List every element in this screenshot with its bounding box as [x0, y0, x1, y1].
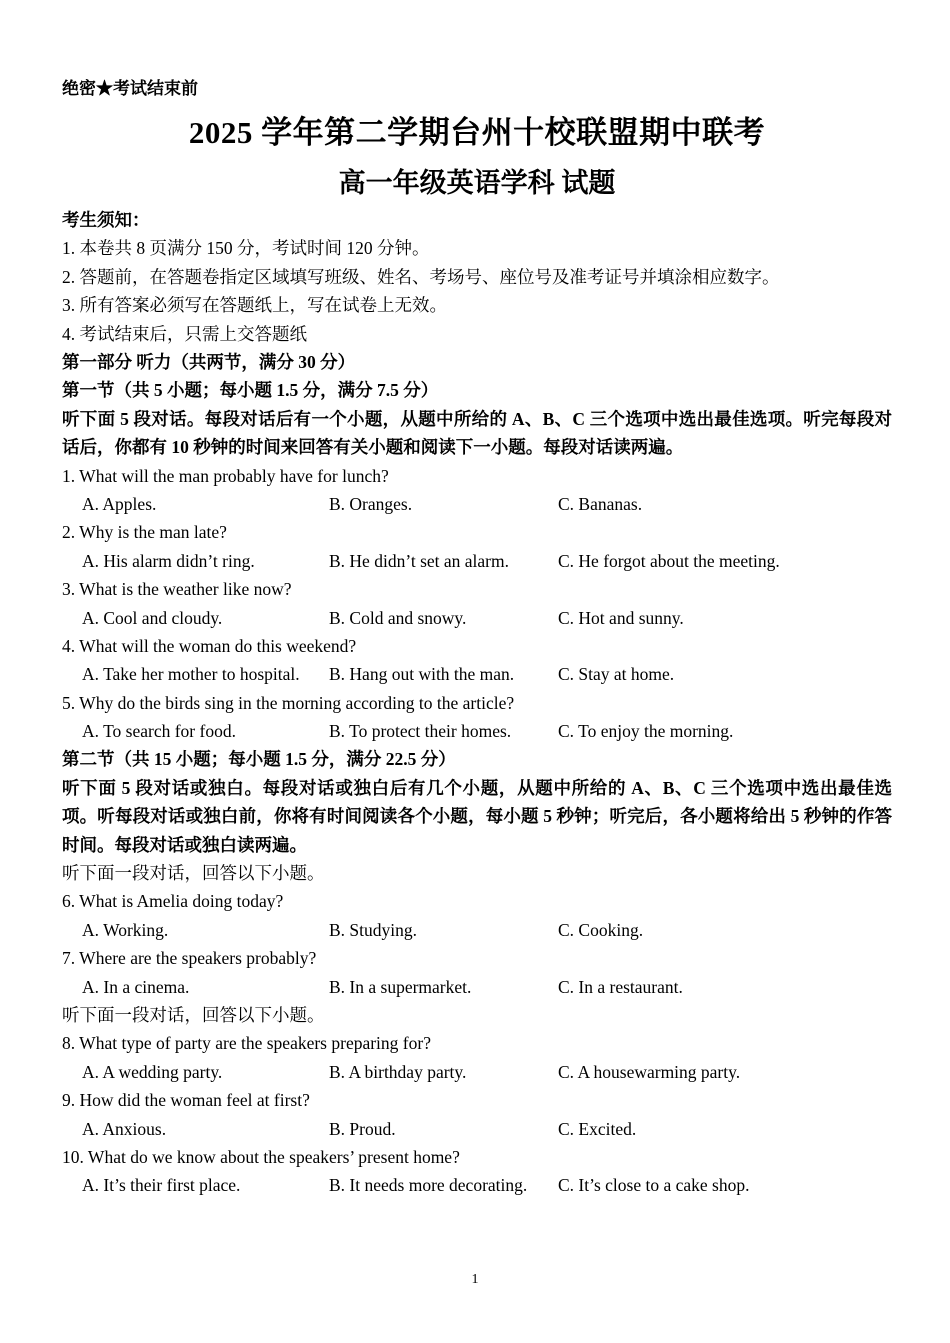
- notices-heading: 考生须知：: [62, 210, 150, 230]
- option-c: C. To enjoy the morning.: [558, 721, 734, 742]
- option-b: B. Oranges.: [329, 493, 413, 514]
- option-b: B. Hang out with the man.: [329, 664, 515, 685]
- option-a: A. Working.: [82, 919, 169, 940]
- options-row: [62, 490, 892, 518]
- notice-item: 1. 本卷共 8 页满分 150 分，考试时间 120 分钟。: [62, 238, 430, 259]
- option-b: B. In a supermarket.: [329, 976, 472, 997]
- option-b: B. Cold and snowy.: [329, 607, 467, 628]
- option-b: B. A birthday party.: [329, 1061, 467, 1082]
- option-c: C. Cooking.: [558, 919, 644, 940]
- options-row: [62, 916, 892, 944]
- option-c: C. A housewarming party.: [558, 1061, 741, 1082]
- option-c: C. Stay at home.: [558, 664, 675, 685]
- option-b: B. To protect their homes.: [329, 721, 512, 742]
- options-row: [62, 1058, 892, 1086]
- options-row: [62, 604, 892, 632]
- options-row: [62, 717, 892, 745]
- option-a: A. A wedding party.: [82, 1061, 223, 1082]
- section2-heading: 第二节（共 15 小题；每小题 1.5 分，满分 22.5 分）: [62, 749, 456, 770]
- option-a: A. His alarm didn’t ring.: [82, 550, 255, 571]
- options-row: [62, 547, 892, 575]
- page-subtitle: 高一年级英语学科 试题: [338, 168, 616, 198]
- question-block: [62, 689, 892, 746]
- option-c: C. He forgot about the meeting.: [558, 550, 780, 571]
- option-b: B. It needs more decorating.: [329, 1175, 528, 1196]
- option-c: C. In a restaurant.: [558, 976, 683, 997]
- options-row: [62, 973, 892, 1001]
- question-block: [62, 462, 892, 519]
- exam-page: [62, 78, 892, 1200]
- question-block: [62, 1029, 892, 1086]
- question-text: 10. What do we know about the speakers’ present home?: [62, 1146, 460, 1167]
- option-a: A. In a cinema.: [82, 976, 190, 997]
- option-c: C. Excited.: [558, 1118, 637, 1139]
- group-prompt: 听下面一段对话，回答以下小题。: [62, 863, 325, 884]
- notice-item: 2. 答题前，在答题卷指定区域填写班级、姓名、考场号、座位号及准考证号并填涂相应数字。: [62, 266, 780, 287]
- option-a: A. To search for food.: [82, 721, 236, 742]
- option-b: B. Studying.: [329, 919, 418, 940]
- option-a: A. Cool and cloudy.: [82, 607, 223, 628]
- question-block: [62, 944, 892, 1001]
- question-text: 1. What will the man probably have for lunch?: [62, 465, 389, 486]
- question-text: 4. What will the woman do this weekend?: [62, 635, 357, 656]
- option-a: A. Anxious.: [82, 1118, 167, 1139]
- options-row: [62, 660, 892, 688]
- section2-instruction: 听下面 5 段对话或独白。每段对话或独白后有几个小题，从题中所给的 A、B、C 三个选项中选出最佳选项。听每段对话或独白前，你将有时间阅读各个小题，每小题 5 秒钟；听完后，各小题将给出 5 秒钟的作答时间。每段对话或独白读两遍。: [62, 777, 892, 855]
- question-block: [62, 575, 892, 632]
- question-text: 7. Where are the speakers probably?: [62, 948, 317, 969]
- page-number: 1: [471, 1272, 479, 1287]
- notices-block: [62, 206, 892, 348]
- question-text: 6. What is Amelia doing today?: [62, 891, 284, 912]
- question-text: 8. What type of party are the speakers preparing for?: [62, 1033, 431, 1054]
- question-text: 2. Why is the man late?: [62, 522, 227, 543]
- question-block: [62, 887, 892, 944]
- question-block: [62, 1143, 892, 1200]
- group-prompt: 听下面一段对话，回答以下小题。: [62, 1005, 325, 1026]
- secret-label: 绝密★考试结束前: [62, 79, 198, 98]
- option-b: B. He didn’t set an alarm.: [329, 550, 509, 571]
- part1-heading: 第一部分 听力（共两节，满分 30 分）: [62, 351, 356, 372]
- options-row: [62, 1171, 892, 1199]
- question-block: [62, 632, 892, 689]
- options-row: [62, 1115, 892, 1143]
- option-a: A. It’s their first place.: [82, 1175, 241, 1196]
- notice-item: 4. 考试结束后，只需上交答题纸: [62, 323, 307, 344]
- notice-item: 3. 所有答案必须写在答题纸上，写在试卷上无效。: [62, 295, 447, 316]
- question-text: 5. Why do the birds sing in the morning according to the article?: [62, 692, 515, 713]
- option-c: C. Bananas.: [558, 493, 643, 514]
- question-block: [62, 518, 892, 575]
- question-text: 9. How did the woman feel at first?: [62, 1090, 310, 1111]
- option-c: C. Hot and sunny.: [558, 607, 684, 628]
- page-title: 2025 学年第二学期台州十校联盟期中联考: [188, 115, 766, 150]
- question-text: 3. What is the weather like now?: [62, 579, 292, 600]
- question-block: [62, 1086, 892, 1143]
- section1-instruction: 听下面 5 段对话。每段对话后有一个小题，从题中所给的 A、B、C 三个选项中选出最佳选项。听完每段对话后，你都有 10 秒钟的时间来回答有关小题和阅读下一小题。每段对话读两遍。: [62, 408, 892, 458]
- option-a: A. Take her mother to hospital.: [82, 664, 300, 685]
- section1-heading: 第一节（共 5 小题；每小题 1.5 分，满分 7.5 分）: [62, 380, 439, 401]
- option-a: A. Apples.: [82, 493, 157, 514]
- option-b: B. Proud.: [329, 1118, 396, 1139]
- option-c: C. It’s close to a cake shop.: [558, 1175, 750, 1196]
